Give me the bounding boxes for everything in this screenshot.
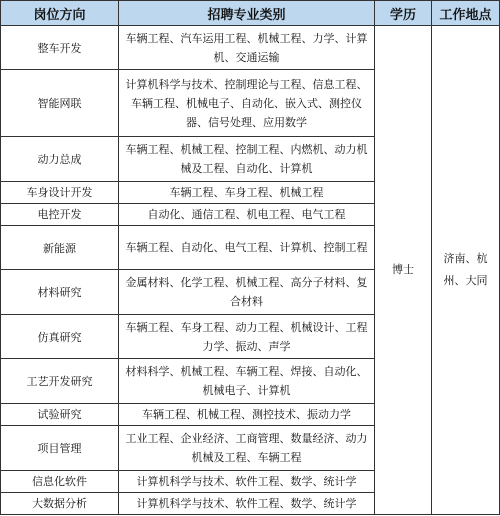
position-cell: 大数据分析 <box>1 492 119 514</box>
position-cell: 信息化软件 <box>1 470 119 492</box>
position-cell: 仿真研究 <box>1 314 119 358</box>
header-row <box>1 1 500 26</box>
major-cell: 自动化、通信工程、机电工程、电气工程 <box>119 203 375 225</box>
position-cell: 试验研究 <box>1 403 119 425</box>
major-cell: 材料科学、机械工程、车辆工程、焊接、自动化、机械电子、计算机 <box>119 359 375 403</box>
position-cell: 项目管理 <box>1 426 119 470</box>
table-row <box>1 26 500 70</box>
major-cell: 车辆工程、机械工程、测控技术、振动力学 <box>119 403 375 425</box>
major-cell: 车辆工程、车身工程、动力工程、机械设计、工程力学、振动、声学 <box>119 314 375 358</box>
major-cell: 计算机科学与技术、软件工程、数学、统计学 <box>119 470 375 492</box>
major-cell: 计算机科学与技术、软件工程、数学、统计学 <box>119 492 375 514</box>
major-cell: 车辆工程、汽车运用工程、机械工程、力学、计算机、交通运输 <box>119 26 375 70</box>
major-cell: 车辆工程、自动化、电气工程、计算机、控制工程 <box>119 226 375 270</box>
location-cell: 济南、杭州、大同 <box>432 26 500 515</box>
position-cell: 材料研究 <box>1 270 119 314</box>
position-cell: 智能网联 <box>1 70 119 137</box>
major-cell: 车辆工程、车身工程、机械工程 <box>119 181 375 203</box>
major-cell: 金属材料、化学工程、机械工程、高分子材料、复合材料 <box>119 270 375 314</box>
position-cell: 新能源 <box>1 226 119 270</box>
major-cell: 工业工程、企业经济、工商管理、数量经济、动力机械及工程、车辆工程 <box>119 426 375 470</box>
major-cell: 车辆工程、机械工程、控制工程、内燃机、动力机械及工程、自动化、计算机 <box>119 137 375 181</box>
major-cell: 计算机科学与技术、控制理论与工程、信息工程、车辆工程、机械电子、自动化、嵌入式、测控仪器、信号处理、应用数学 <box>119 70 375 137</box>
position-cell: 动力总成 <box>1 137 119 181</box>
header-major: 招聘专业类别 <box>119 1 375 26</box>
header-location: 工作地点 <box>432 1 500 26</box>
header-education: 学历 <box>375 1 432 26</box>
header-position: 岗位方向 <box>1 1 119 26</box>
position-cell: 电控开发 <box>1 203 119 225</box>
position-cell: 车身设计开发 <box>1 181 119 203</box>
position-cell: 整车开发 <box>1 26 119 70</box>
education-cell: 博士 <box>375 26 432 515</box>
position-cell: 工艺开发研究 <box>1 359 119 403</box>
